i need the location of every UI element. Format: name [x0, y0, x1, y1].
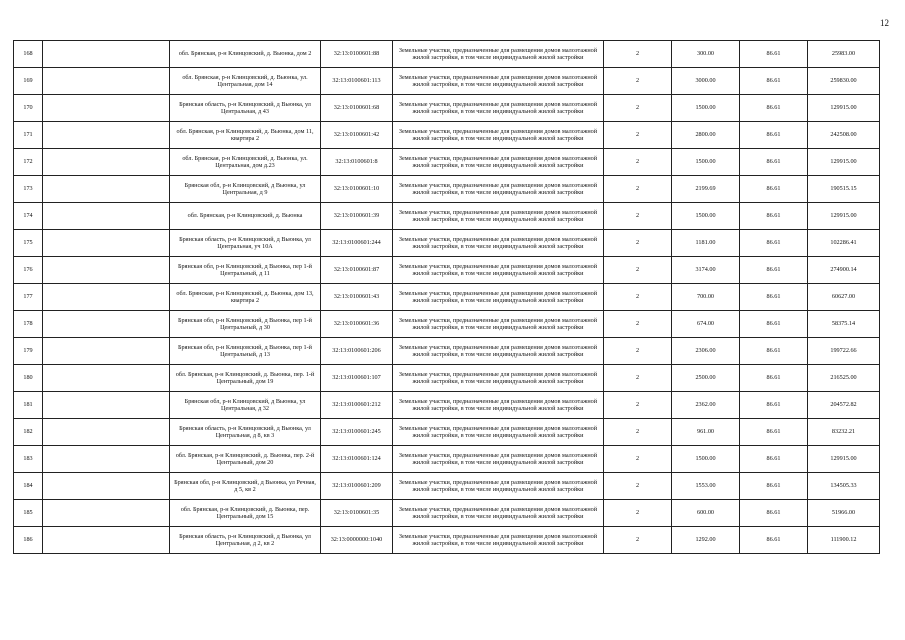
row-number: 170	[14, 95, 43, 122]
area-cell: 1181.00	[672, 230, 740, 257]
rate-cell: 86.61	[740, 230, 808, 257]
table-row	[14, 500, 880, 527]
table-row	[14, 176, 880, 203]
table-row	[14, 95, 880, 122]
total-cell: 216525.00	[808, 365, 880, 392]
area-cell: 300.00	[672, 41, 740, 68]
row-number: 181	[14, 392, 43, 419]
land-use-cell: Земельные участки, предназначенные для размещения домов малоэтажной жилой застройки, в том числе индивидуальной жилой застройки	[393, 149, 604, 176]
count-cell: 2	[604, 500, 672, 527]
land-use-cell: Земельные участки, предназначенные для размещения домов малоэтажной жилой застройки, в том числе индивидуальной жилой застройки	[393, 338, 604, 365]
count-cell: 2	[604, 230, 672, 257]
blank-cell	[43, 230, 170, 257]
table-row	[14, 149, 880, 176]
table-row	[14, 311, 880, 338]
table-row	[14, 203, 880, 230]
cadastral-number-cell: 32:13:0100601:8	[321, 149, 393, 176]
address-cell: Брянская область, р-н Клинцовский, д Вьюнка, ул Центральная, д 2, кв 2	[170, 527, 321, 554]
rate-cell: 86.61	[740, 122, 808, 149]
total-cell: 129915.00	[808, 95, 880, 122]
cadastral-number-cell: 32:13:0100601:10	[321, 176, 393, 203]
row-number: 186	[14, 527, 43, 554]
area-cell: 674.00	[672, 311, 740, 338]
total-cell: 25983.00	[808, 41, 880, 68]
row-number: 179	[14, 338, 43, 365]
total-cell: 242508.00	[808, 122, 880, 149]
area-cell: 2362.00	[672, 392, 740, 419]
count-cell: 2	[604, 149, 672, 176]
area-cell: 2800.00	[672, 122, 740, 149]
table-row	[14, 365, 880, 392]
total-cell: 134505.33	[808, 473, 880, 500]
cadastral-number-cell: 32:13:0100601:113	[321, 68, 393, 95]
cadastral-number-cell: 32:13:0000000:1040	[321, 527, 393, 554]
land-use-cell: Земельные участки, предназначенные для размещения домов малоэтажной жилой застройки, в том числе индивидуальной жилой застройки	[393, 230, 604, 257]
page-number: 12	[880, 18, 889, 28]
cadastral-number-cell: 32:13:0100601:42	[321, 122, 393, 149]
total-cell: 274900.14	[808, 257, 880, 284]
address-cell: Брянская обл, р-н Клинцовский, д Вьюнка, ул Речная, д 5, кв 2	[170, 473, 321, 500]
row-number: 180	[14, 365, 43, 392]
rate-cell: 86.61	[740, 527, 808, 554]
row-number: 171	[14, 122, 43, 149]
count-cell: 2	[604, 527, 672, 554]
cadastral-number-cell: 32:13:0100601:212	[321, 392, 393, 419]
rate-cell: 86.61	[740, 365, 808, 392]
count-cell: 2	[604, 68, 672, 95]
count-cell: 2	[604, 311, 672, 338]
address-cell: обл. Брянская, р-н Клинцовский, д. Вьюнка, пер. 1-й Центральный, дом 19	[170, 365, 321, 392]
total-cell: 129915.00	[808, 446, 880, 473]
row-number: 182	[14, 419, 43, 446]
total-cell: 204572.82	[808, 392, 880, 419]
cadastral-number-cell: 32:13:0100601:39	[321, 203, 393, 230]
total-cell: 51966.00	[808, 500, 880, 527]
land-use-cell: Земельные участки, предназначенные для размещения домов малоэтажной жилой застройки, в том числе индивидуальной жилой застройки	[393, 257, 604, 284]
count-cell: 2	[604, 257, 672, 284]
address-cell: Брянская обл, р-н Клинцовский, д Вьюнка, пер 1-й Центральный, д 13	[170, 338, 321, 365]
address-cell: Брянская обл, р-н Клинцовский, д Вьюнка, ул Центральная, д 32	[170, 392, 321, 419]
table-row	[14, 230, 880, 257]
cadastral-number-cell: 32:13:0100601:88	[321, 41, 393, 68]
land-use-cell: Земельные участки, предназначенные для размещения домов малоэтажной жилой застройки, в том числе индивидуальной жилой застройки	[393, 68, 604, 95]
land-use-cell: Земельные участки, предназначенные для размещения домов малоэтажной жилой застройки, в том числе индивидуальной жилой застройки	[393, 176, 604, 203]
total-cell: 129915.00	[808, 203, 880, 230]
blank-cell	[43, 257, 170, 284]
row-number: 177	[14, 284, 43, 311]
rate-cell: 86.61	[740, 149, 808, 176]
cadastral-number-cell: 32:13:0100601:124	[321, 446, 393, 473]
total-cell: 83232.21	[808, 419, 880, 446]
rate-cell: 86.61	[740, 473, 808, 500]
area-cell: 2306.00	[672, 338, 740, 365]
rate-cell: 86.61	[740, 257, 808, 284]
table-row	[14, 446, 880, 473]
address-cell: обл. Брянская, р-н Клинцовский, д. Вьюнка, пер. 2-й Центральный, дом 20	[170, 446, 321, 473]
area-cell: 2500.00	[672, 365, 740, 392]
cadastral-number-cell: 32:13:0100601:209	[321, 473, 393, 500]
area-cell: 1553.00	[672, 473, 740, 500]
blank-cell	[43, 365, 170, 392]
address-cell: обл. Брянская, р-н Клинцовский, д. Вьюнка, ул. Центральная, дом д.23	[170, 149, 321, 176]
table-row	[14, 527, 880, 554]
cadastral-number-cell: 32:13:0100601:107	[321, 365, 393, 392]
rate-cell: 86.61	[740, 284, 808, 311]
total-cell: 60627.00	[808, 284, 880, 311]
area-cell: 3000.00	[672, 68, 740, 95]
count-cell: 2	[604, 473, 672, 500]
row-number: 185	[14, 500, 43, 527]
blank-cell	[43, 203, 170, 230]
total-cell: 259830.00	[808, 68, 880, 95]
area-cell: 600.00	[672, 500, 740, 527]
table-row	[14, 257, 880, 284]
table-row	[14, 338, 880, 365]
row-number: 169	[14, 68, 43, 95]
table-row	[14, 473, 880, 500]
row-number: 172	[14, 149, 43, 176]
table-row	[14, 419, 880, 446]
area-cell: 1500.00	[672, 446, 740, 473]
blank-cell	[43, 338, 170, 365]
blank-cell	[43, 500, 170, 527]
address-cell: Брянская область, р-н Клинцовский, д Вьюнка, ул Центральная, д 8, кв 3	[170, 419, 321, 446]
blank-cell	[43, 122, 170, 149]
row-number: 176	[14, 257, 43, 284]
address-cell: Брянская обл, р-н Клинцовский, д Вьюнка, пер 1-й Центральный, д 11	[170, 257, 321, 284]
area-cell: 1500.00	[672, 203, 740, 230]
cadastral-number-cell: 32:13:0100601:87	[321, 257, 393, 284]
land-use-cell: Земельные участки, предназначенные для размещения домов малоэтажной жилой застройки, в том числе индивидуальной жилой застройки	[393, 446, 604, 473]
address-cell: обл. Брянская, р-н Клинцовский, д. Вьюнка, дом 11, квартира 2	[170, 122, 321, 149]
row-number: 174	[14, 203, 43, 230]
row-number: 168	[14, 41, 43, 68]
rate-cell: 86.61	[740, 338, 808, 365]
total-cell: 111900.12	[808, 527, 880, 554]
cadastral-number-cell: 32:13:0100601:244	[321, 230, 393, 257]
table-row	[14, 68, 880, 95]
rate-cell: 86.61	[740, 176, 808, 203]
land-plots-table	[13, 40, 880, 554]
area-cell: 1500.00	[672, 149, 740, 176]
count-cell: 2	[604, 284, 672, 311]
cadastral-number-cell: 32:13:0100601:206	[321, 338, 393, 365]
blank-cell	[43, 149, 170, 176]
land-use-cell: Земельные участки, предназначенные для размещения домов малоэтажной жилой застройки, в том числе индивидуальной жилой застройки	[393, 527, 604, 554]
count-cell: 2	[604, 446, 672, 473]
blank-cell	[43, 446, 170, 473]
count-cell: 2	[604, 365, 672, 392]
cadastral-number-cell: 32:13:0100601:36	[321, 311, 393, 338]
area-cell: 961.00	[672, 419, 740, 446]
total-cell: 129915.00	[808, 149, 880, 176]
blank-cell	[43, 95, 170, 122]
area-cell: 2199.69	[672, 176, 740, 203]
total-cell: 190515.15	[808, 176, 880, 203]
rate-cell: 86.61	[740, 311, 808, 338]
count-cell: 2	[604, 419, 672, 446]
rate-cell: 86.61	[740, 203, 808, 230]
land-use-cell: Земельные участки, предназначенные для размещения домов малоэтажной жилой застройки, в том числе индивидуальной жилой застройки	[393, 365, 604, 392]
rate-cell: 86.61	[740, 95, 808, 122]
table-row	[14, 41, 880, 68]
row-number: 173	[14, 176, 43, 203]
rate-cell: 86.61	[740, 446, 808, 473]
count-cell: 2	[604, 338, 672, 365]
total-cell: 102286.41	[808, 230, 880, 257]
land-use-cell: Земельные участки, предназначенные для размещения домов малоэтажной жилой застройки, в том числе индивидуальной жилой застройки	[393, 473, 604, 500]
blank-cell	[43, 527, 170, 554]
table-row	[14, 284, 880, 311]
rate-cell: 86.61	[740, 68, 808, 95]
count-cell: 2	[604, 392, 672, 419]
total-cell: 58375.14	[808, 311, 880, 338]
land-use-cell: Земельные участки, предназначенные для размещения домов малоэтажной жилой застройки, в том числе индивидуальной жилой застройки	[393, 122, 604, 149]
count-cell: 2	[604, 41, 672, 68]
land-use-cell: Земельные участки, предназначенные для размещения домов малоэтажной жилой застройки, в том числе индивидуальной жилой застройки	[393, 500, 604, 527]
row-number: 184	[14, 473, 43, 500]
address-cell: Брянская область, р-н Клинцовский, д Вьюнка, ул Центральная, уч 10А	[170, 230, 321, 257]
land-use-cell: Земельные участки, предназначенные для размещения домов малоэтажной жилой застройки, в том числе индивидуальной жилой застройки	[393, 284, 604, 311]
cadastral-number-cell: 32:13:0100601:43	[321, 284, 393, 311]
blank-cell	[43, 176, 170, 203]
count-cell: 2	[604, 95, 672, 122]
address-cell: обл. Брянская, р-н Клинцовский, д. Вьюнка, дом 2	[170, 41, 321, 68]
address-cell: обл. Брянская, р-н Клинцовский, д. Вьюнка, дом 13, квартира 2	[170, 284, 321, 311]
cadastral-number-cell: 32:13:0100601:68	[321, 95, 393, 122]
address-cell: Брянская обл, р-н Клинцовский, д Вьюнка, ул Центральная, д 9	[170, 176, 321, 203]
land-use-cell: Земельные участки, предназначенные для размещения домов малоэтажной жилой застройки, в том числе индивидуальной жилой застройки	[393, 95, 604, 122]
cadastral-number-cell: 32:13:0100601:35	[321, 500, 393, 527]
area-cell: 700.00	[672, 284, 740, 311]
land-use-cell: Земельные участки, предназначенные для размещения домов малоэтажной жилой застройки, в том числе индивидуальной жилой застройки	[393, 41, 604, 68]
table-row	[14, 122, 880, 149]
blank-cell	[43, 284, 170, 311]
row-number: 175	[14, 230, 43, 257]
rate-cell: 86.61	[740, 419, 808, 446]
blank-cell	[43, 392, 170, 419]
area-cell: 1292.00	[672, 527, 740, 554]
count-cell: 2	[604, 176, 672, 203]
table-row	[14, 392, 880, 419]
count-cell: 2	[604, 122, 672, 149]
address-cell: Брянская область, р-н Клинцовский, д Вьюнка, ул Центральная, д 43	[170, 95, 321, 122]
cadastral-number-cell: 32:13:0100601:245	[321, 419, 393, 446]
blank-cell	[43, 419, 170, 446]
blank-cell	[43, 68, 170, 95]
address-cell: обл. Брянская, р-н Клинцовский, д. Вьюнка, ул. Центральная, дом 14	[170, 68, 321, 95]
total-cell: 199722.66	[808, 338, 880, 365]
land-use-cell: Земельные участки, предназначенные для размещения домов малоэтажной жилой застройки, в том числе индивидуальной жилой застройки	[393, 419, 604, 446]
address-cell: Брянская обл, р-н Клинцовский, д Вьюнка, пер 1-й Центральный, д 30	[170, 311, 321, 338]
address-cell: обл. Брянская, р-н Клинцовский, д. Вьюнка, пер. Центральный, дом 15	[170, 500, 321, 527]
land-use-cell: Земельные участки, предназначенные для размещения домов малоэтажной жилой застройки, в том числе индивидуальной жилой застройки	[393, 311, 604, 338]
land-use-cell: Земельные участки, предназначенные для размещения домов малоэтажной жилой застройки, в том числе индивидуальной жилой застройки	[393, 392, 604, 419]
area-cell: 1500.00	[672, 95, 740, 122]
rate-cell: 86.61	[740, 500, 808, 527]
count-cell: 2	[604, 203, 672, 230]
land-use-cell: Земельные участки, предназначенные для размещения домов малоэтажной жилой застройки, в том числе индивидуальной жилой застройки	[393, 203, 604, 230]
blank-cell	[43, 473, 170, 500]
blank-cell	[43, 311, 170, 338]
rate-cell: 86.61	[740, 392, 808, 419]
address-cell: обл. Брянская, р-н Клинцовский, д. Вьюнка	[170, 203, 321, 230]
blank-cell	[43, 41, 170, 68]
row-number: 178	[14, 311, 43, 338]
area-cell: 3174.00	[672, 257, 740, 284]
rate-cell: 86.61	[740, 41, 808, 68]
row-number: 183	[14, 446, 43, 473]
